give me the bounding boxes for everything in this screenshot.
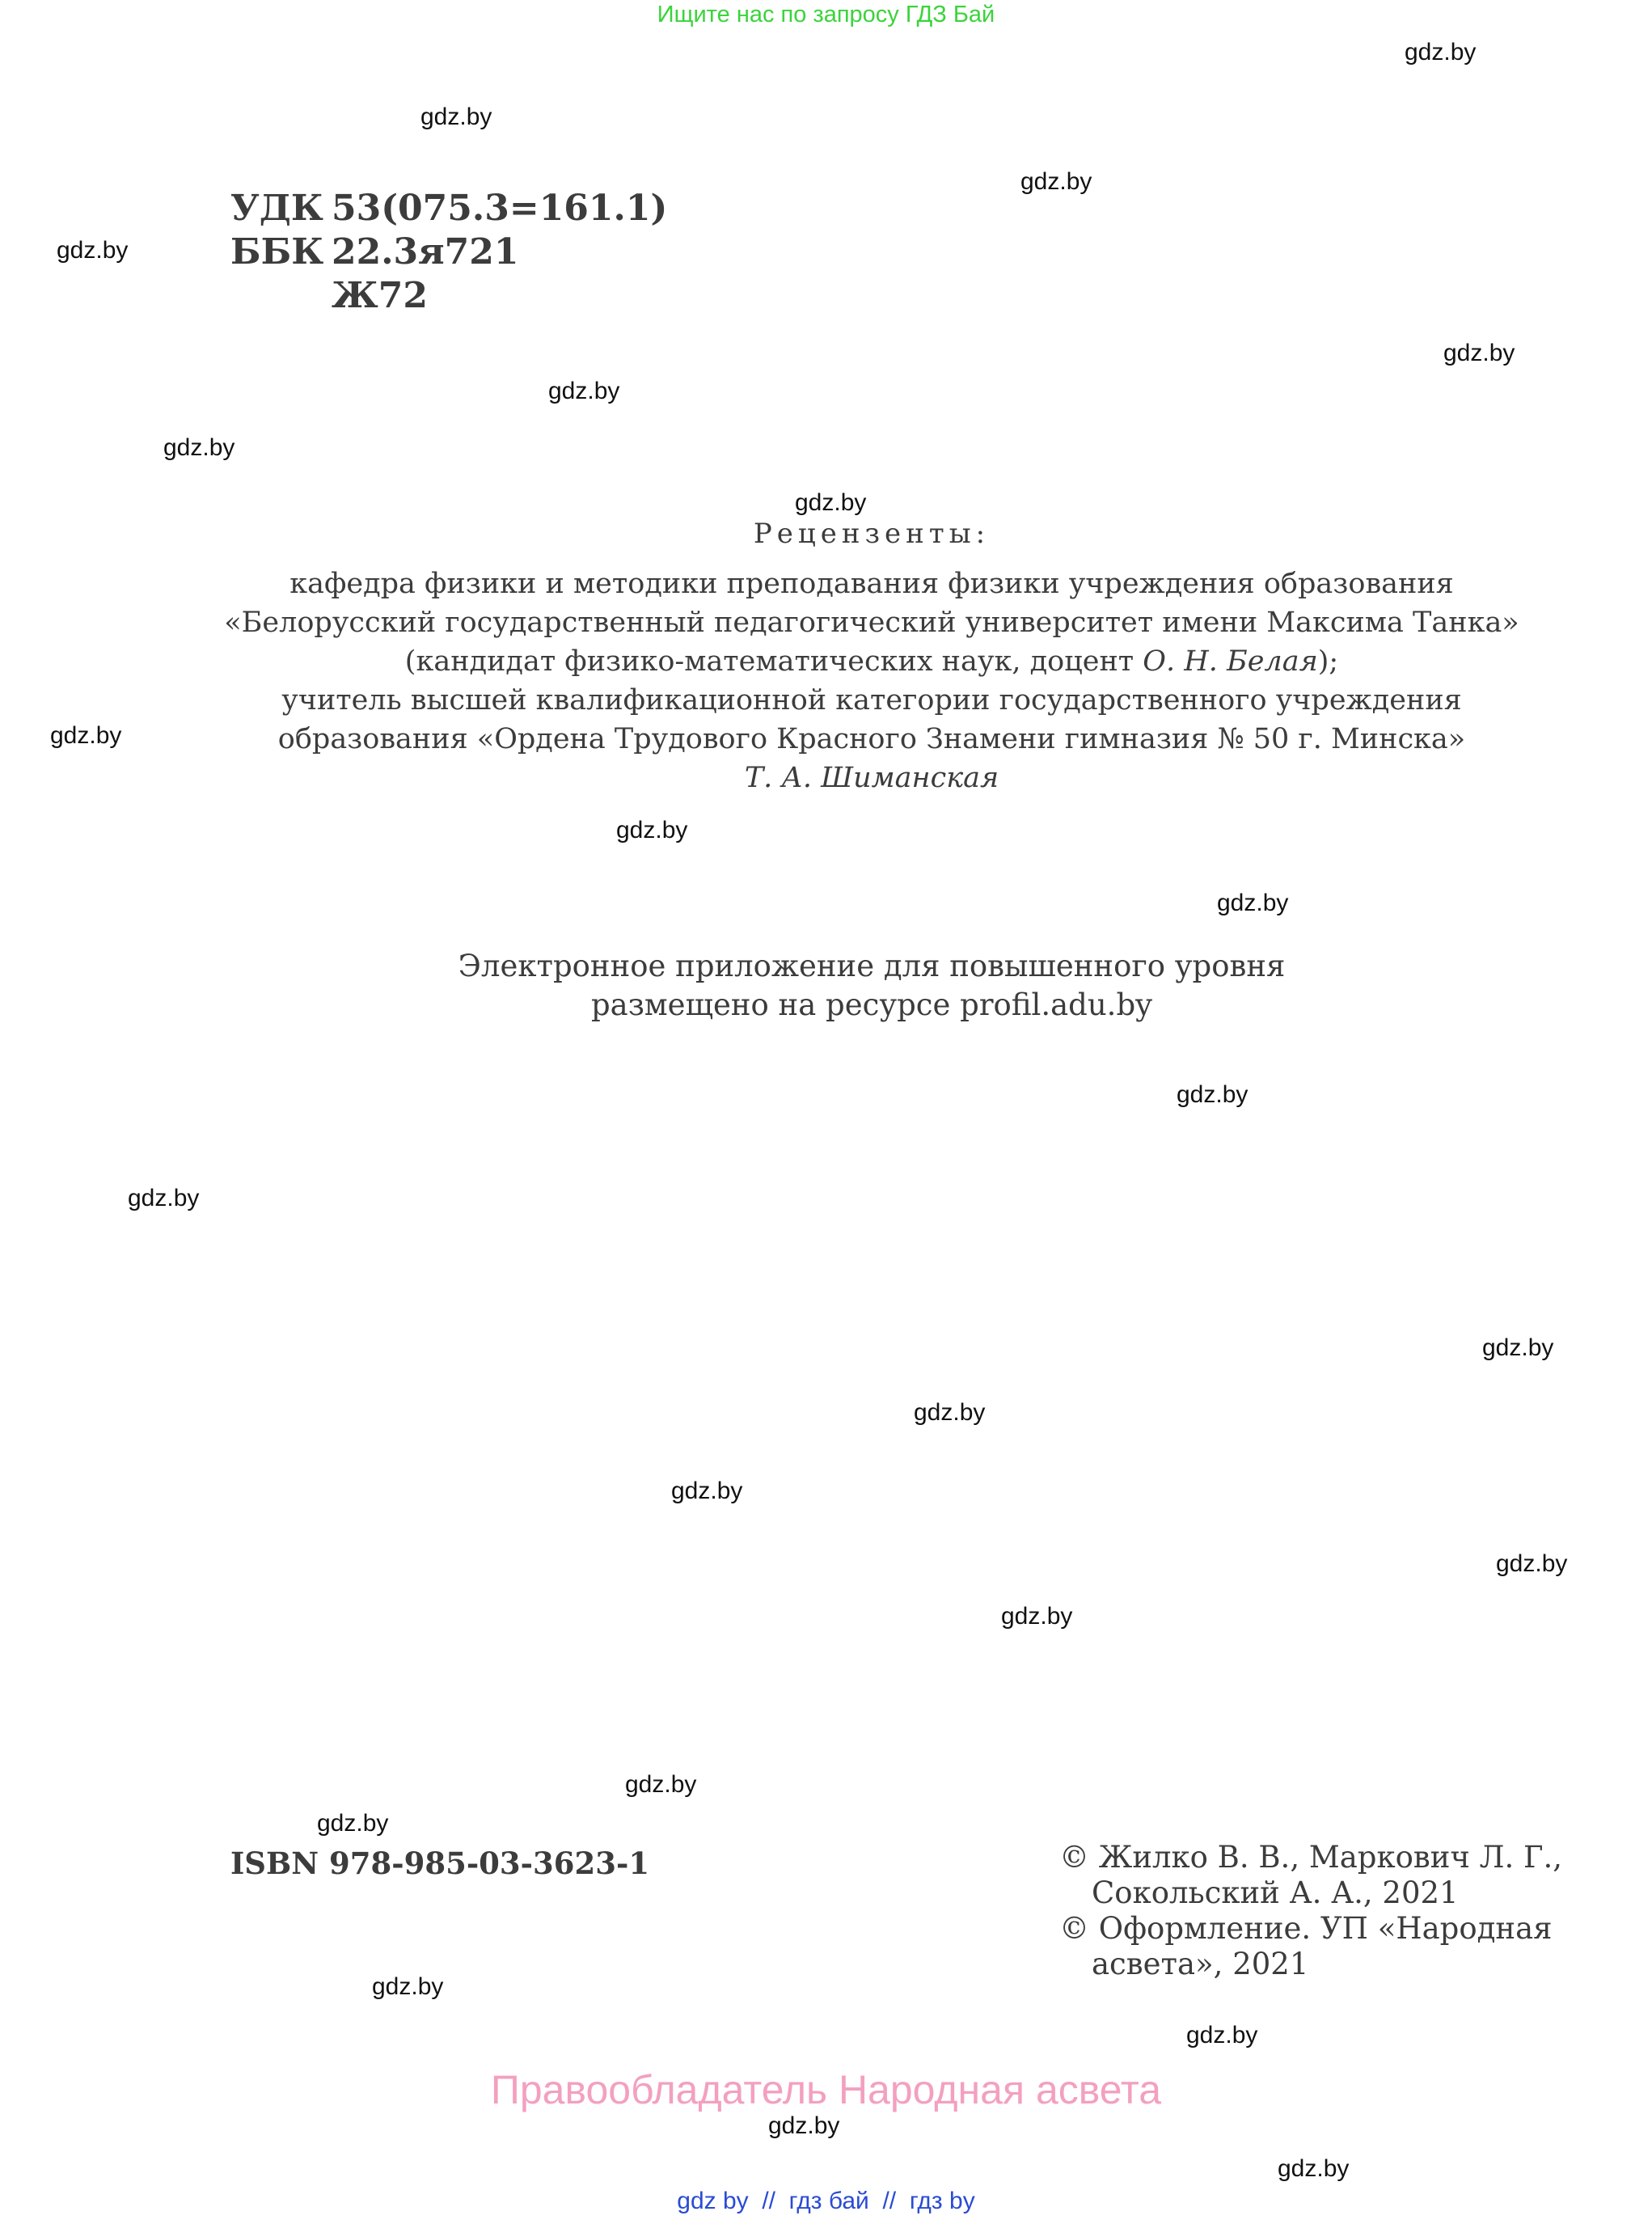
reviewer-line-3-prefix: (кандидат физико-математических наук, доцент xyxy=(404,645,1143,678)
reviewer-line-5: образования «Ордена Трудового Красного Знамени гимназия № 50 г. Минска» xyxy=(277,723,1466,755)
watermark: gdz.by xyxy=(420,104,492,130)
udk-value: 53(075.3=161.1) xyxy=(332,188,668,229)
bbk-value: 22.3я721 xyxy=(332,231,519,273)
watermark: gdz.by xyxy=(1020,168,1092,195)
top-banner: Ищите нас по запросу ГДЗ Бай xyxy=(657,2,995,27)
watermark: gdz.by xyxy=(625,1771,697,1798)
rights-holder: Правообладатель Народная асвета xyxy=(490,2067,1162,2112)
bbk-line xyxy=(230,231,519,273)
copyright-line-3: © Оформление. УП «Народная xyxy=(1059,1911,1553,1946)
bbk-label: ББК xyxy=(230,231,324,273)
watermark: gdz.by xyxy=(317,1810,389,1837)
watermark: gdz.by xyxy=(1217,890,1289,916)
copyright-line-1: © Жилко В. В., Маркович Л. Г., xyxy=(1059,1840,1563,1875)
watermark: gdz.by xyxy=(57,237,129,264)
reviewer-line-3 xyxy=(0,645,1652,678)
watermark: gdz.by xyxy=(163,434,235,461)
watermark: gdz.by xyxy=(1177,1081,1249,1108)
author-mark: Ж72 xyxy=(332,275,428,316)
watermark: gdz.by xyxy=(548,378,620,404)
watermark: gdz.by xyxy=(1405,39,1477,66)
watermark: gdz.by xyxy=(1443,340,1515,366)
watermark: gdz.by xyxy=(372,1973,444,2000)
footer-links[interactable]: gdz by // гдз бай // гдз by xyxy=(677,2188,975,2214)
watermark: gdz.by xyxy=(1482,1334,1554,1361)
author-mark-line xyxy=(230,275,428,316)
isbn: ISBN 978-985-03-3623-1 xyxy=(230,1846,650,1881)
watermark: gdz.by xyxy=(768,2112,840,2139)
udk-label: УДК xyxy=(230,188,323,229)
copyright-block xyxy=(1059,1840,1563,1982)
reviewers-title: Рецензенты: xyxy=(753,518,991,550)
udk-line xyxy=(230,188,667,229)
supplement-line-1: Электронное приложение для повышенного уровня xyxy=(458,949,1286,983)
copyright-line-4: асвета», 2021 xyxy=(1092,1947,1309,1981)
reviewer-name-shimanskaya: Т. А. Шиманская xyxy=(744,762,999,794)
reviewer-name-belaya: О. Н. Белая xyxy=(1143,645,1318,678)
reviewer-line-1: кафедра физики и методики преподавания физики учреждения образования xyxy=(289,568,1454,600)
reviewer-line-2: «Белорусский государственный педагогический университет имени Максима Танка» xyxy=(224,607,1519,639)
watermark: gdz.by xyxy=(128,1185,200,1211)
watermark: gdz.by xyxy=(1186,2022,1258,2049)
watermark: gdz.by xyxy=(1001,1603,1073,1630)
watermark: gdz.by xyxy=(616,817,688,844)
watermark: gdz.by xyxy=(1278,2155,1350,2182)
reviewer-line-4: учитель высшей квалификационной категории государственного учреждения xyxy=(281,684,1462,717)
watermark: gdz.by xyxy=(795,489,867,516)
watermark: gdz.by xyxy=(1496,1550,1568,1577)
watermark: gdz.by xyxy=(671,1478,743,1504)
reviewer-line-3-suffix: ); xyxy=(1317,645,1339,678)
copyright-line-2: Сокольский А. А., 2021 xyxy=(1092,1875,1459,1910)
supplement-line-2: размещено на ресурсе profil.adu.by xyxy=(590,987,1153,1022)
watermark: gdz.by xyxy=(914,1399,986,1426)
watermark: gdz.by xyxy=(50,722,122,749)
